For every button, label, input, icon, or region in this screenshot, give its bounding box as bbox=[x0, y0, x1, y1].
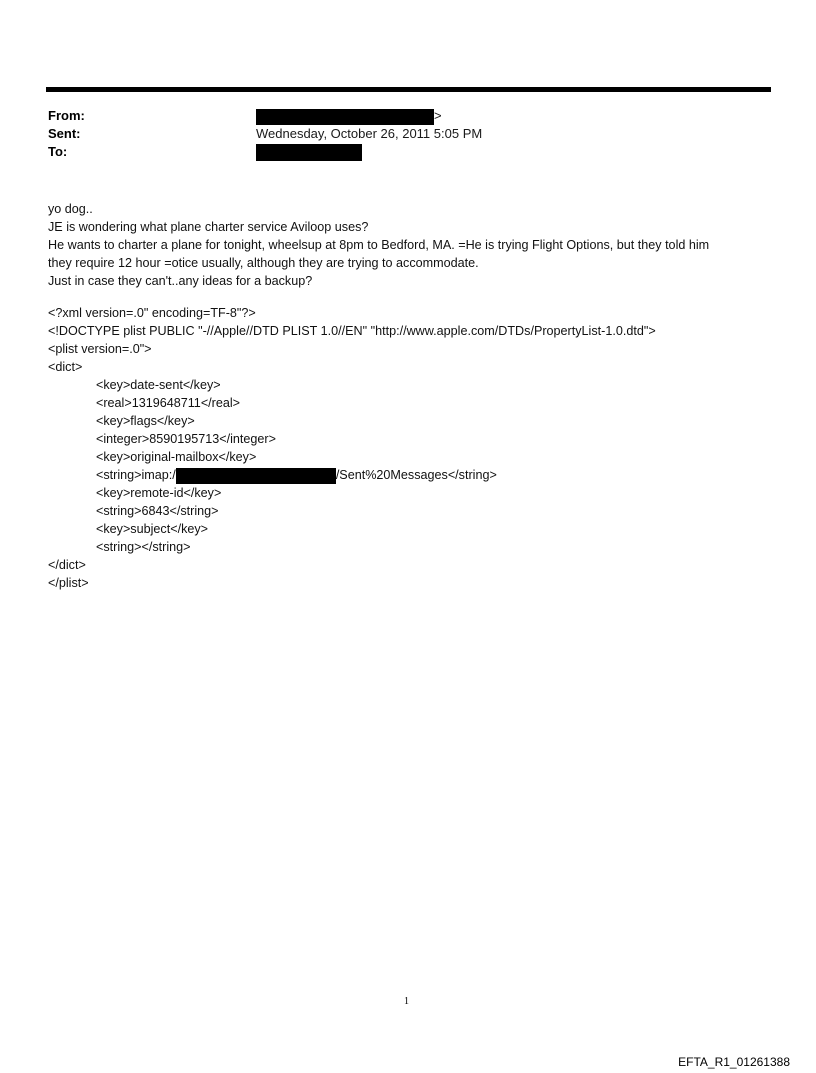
body-line: JE is wondering what plane charter service Aviloop uses? bbox=[48, 220, 369, 234]
sent-label: Sent: bbox=[48, 126, 81, 141]
from-label: From: bbox=[48, 108, 85, 123]
xml-line: <dict> bbox=[48, 360, 83, 374]
xml-line: <key>original-mailbox</key> bbox=[96, 450, 257, 464]
xml-line: <string>6843</string> bbox=[96, 504, 219, 518]
xml-plist bbox=[48, 304, 656, 592]
xml-line-suffix: /Sent%20Messages</string> bbox=[335, 468, 497, 482]
xml-line: <integer>8590195713</integer> bbox=[96, 432, 276, 446]
to-value bbox=[256, 143, 362, 161]
xml-line: <?xml version=.0" encoding=TF-8"?> bbox=[48, 306, 256, 320]
body-line: He wants to charter a plane for tonight, wheelsup at 8pm to Bedford, MA. =He is trying Flight Options, but they told him bbox=[48, 238, 710, 252]
from-suffix: > bbox=[434, 108, 442, 123]
body-line: Just in case they can't..any ideas for a backup? bbox=[48, 274, 313, 288]
to-label: To: bbox=[48, 144, 68, 159]
xml-line: <!DOCTYPE plist PUBLIC "-//Apple//DTD PLIST 1.0//EN" "http://www.apple.com/DTDs/PropertyList-1.0.dtd"> bbox=[48, 324, 656, 338]
xml-line bbox=[48, 466, 656, 484]
xml-line: <plist version=.0"> bbox=[48, 342, 152, 356]
redaction-box bbox=[176, 468, 336, 484]
header-rule bbox=[46, 87, 771, 92]
page-number: 1 bbox=[404, 996, 409, 1007]
from-value bbox=[256, 107, 442, 125]
redaction-box bbox=[256, 109, 434, 125]
xml-line: <key>remote-id</key> bbox=[96, 486, 222, 500]
document-id: EFTA_R1_01261388 bbox=[678, 1055, 790, 1069]
body-line: they require 12 hour =otice usually, although they are trying to accommodate. bbox=[48, 256, 479, 270]
xml-line: <real>1319648711</real> bbox=[96, 396, 241, 410]
sent-value: Wednesday, October 26, 2011 5:05 PM bbox=[256, 126, 483, 141]
xml-line: <key>subject</key> bbox=[96, 522, 209, 536]
redaction-box bbox=[256, 144, 362, 161]
xml-line: <key>flags</key> bbox=[96, 414, 195, 428]
message-body bbox=[48, 200, 778, 290]
xml-line: <string></string> bbox=[96, 540, 191, 554]
xml-line-prefix: <string>imap:/ bbox=[96, 468, 176, 482]
xml-line: </dict> bbox=[48, 558, 86, 572]
xml-line: <key>date-sent</key> bbox=[96, 378, 221, 392]
body-line: yo dog.. bbox=[48, 202, 93, 216]
xml-line: </plist> bbox=[48, 576, 89, 590]
